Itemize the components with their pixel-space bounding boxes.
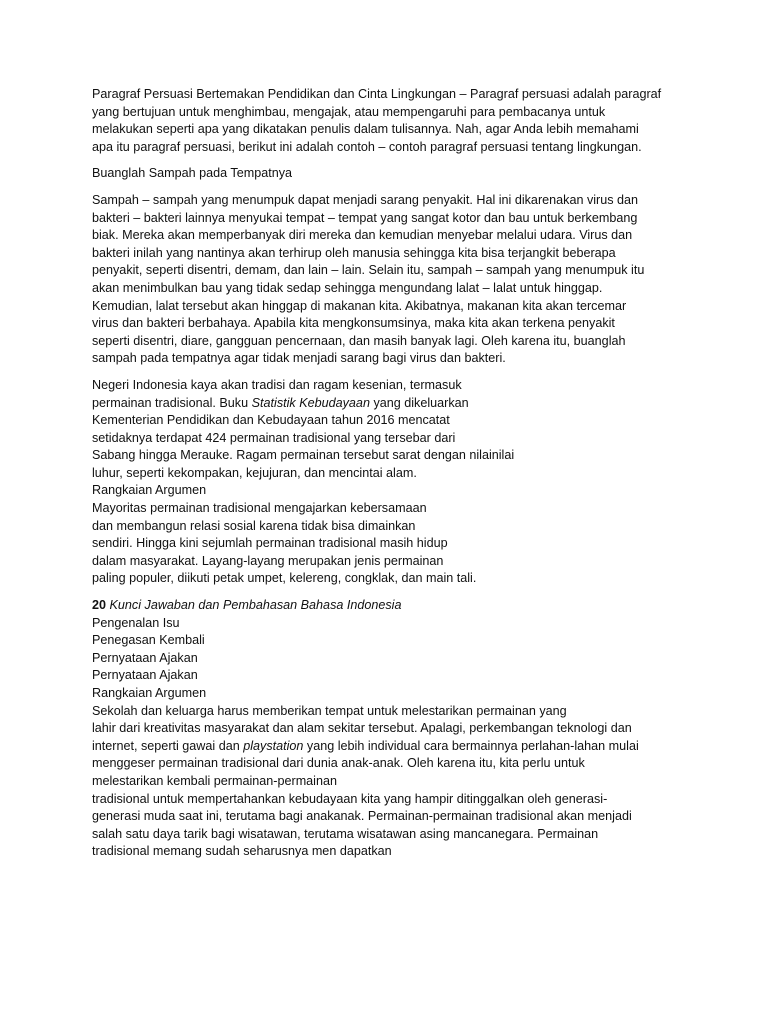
sampah-line: seperti disentri, diare, gangguan pencernaan, dan masih banyak lagi. Oleh karena itu, buanglah [92, 333, 626, 348]
sekolah-line: melestarikan kembali permainan-permainan [92, 773, 337, 788]
sampah-line: penyakit, seperti disentri, demam, dan lain – lain. Selain itu, sampah – sampah yang menumpuk itu [92, 263, 645, 278]
sekolah-line: menggeser permainan tradisional dari dunia anak-anak. Oleh karena itu, kita perlu untuk [92, 756, 585, 771]
sampah-line: bakteri inilah yang nantinya akan terhirup oleh manusia sehingga kita bisa terjangkit beberapa [92, 245, 616, 260]
intro-line: yang bertujuan untuk menghimbau, mengajak, atau mempengaruhi para pembacanya untuk [92, 104, 606, 119]
sampah-line: Kemudian, lalat tersebut akan hinggap di makanan kita. Akibatnya, makanan kita akan tercemar [92, 298, 627, 313]
kunci-item: Pengenalan Isu [92, 615, 180, 630]
kunci-item: Pernyataan Ajakan [92, 650, 198, 665]
section-heading: Buanglah Sampah pada Tempatnya [92, 166, 293, 181]
kunci-item: Pernyataan Ajakan [92, 668, 198, 683]
sekolah-line: generasi muda saat ini, terutama bagi anakanak. Permainan-permainan tradisional akan menjadi [92, 809, 632, 824]
negeri-line: paling populer, diikuti petak umpet, kelereng, congklak, dan main tali. [92, 571, 477, 586]
sampah-line: akan menimbulkan bau yang tidak sedap sehingga mengundang lalat – lalat untuk hinggap. [92, 280, 603, 295]
sampah-line: virus dan bakteri berbahaya. Apabila kita mengkonsumsinya, maka kita akan terkena penyakit [92, 316, 615, 331]
book-header-title: Kunci Jawaban dan Pembahasan Bahasa Indonesia [106, 598, 402, 613]
negeri-line: Negeri Indonesia kaya akan tradisi dan ragam kesenian, termasuk [92, 377, 462, 392]
sekolah-line: lahir dari kreativitas masyarakat dan alam sekitar tersebut. Apalagi, perkembangan teknologi dan [92, 721, 632, 736]
sekolah-line [92, 738, 688, 756]
book-title: Statistik Kebudayaan [251, 395, 370, 410]
negeri-text: yang dikeluarkan [369, 395, 469, 410]
negeri-line: Kementerian Pendidikan dan Kebudayaan tahun 2016 mencatat [92, 413, 450, 428]
kunci-item: Penegasan Kembali [92, 633, 205, 648]
sampah-line: sampah pada tempatnya agar tidak menjadi sarang bagi virus dan bakteri. [92, 351, 506, 366]
negeri-line: Mayoritas permainan tradisional mengajarkan kebersamaan [92, 501, 427, 516]
playstation-term: playstation [243, 738, 304, 753]
sekolah-text: yang lebih individual cara bermainnya perlahan-lahan mulai [303, 738, 639, 753]
kunci-header [92, 597, 688, 615]
negeri-paragraph [92, 377, 688, 588]
sampah-line: bakteri – bakteri lainnya menyukai tempat – tempat yang sangat kotor dan bau untuk berkembang [92, 210, 638, 225]
kunci-item: Rangkaian Argumen [92, 686, 207, 700]
negeri-line: Rangkaian Argumen [92, 483, 207, 498]
sampah-line: biak. Mereka akan memperbanyak diri mereka dan kemudian menyebar melalui udara. Virus dan [92, 228, 633, 243]
negeri-line: luhur, seperti kekompakan, kejujuran, dan mencintai alam. [92, 465, 417, 480]
intro-paragraph [92, 86, 688, 156]
negeri-line [92, 395, 688, 413]
negeri-line: dan membangun relasi sosial karena tidak bisa dimainkan [92, 518, 416, 533]
sampah-paragraph [92, 192, 688, 368]
page-number: 20 [92, 598, 107, 613]
negeri-line: dalam masyarakat. Layang-layang merupakan jenis permainan [92, 553, 444, 568]
sekolah-line: Sekolah dan keluarga harus memberikan tempat untuk melestarikan permainan yang [92, 703, 567, 718]
intro-line: Paragraf Persuasi Bertemakan Pendidikan dan Cinta Lingkungan – Paragraf persuasi adalah paragraf [92, 87, 662, 101]
kunci-section [92, 597, 688, 861]
sekolah-line: tradisional memang sudah seharusnya men dapatkan [92, 844, 392, 859]
sekolah-text: internet, seperti gawai dan [92, 738, 244, 753]
negeri-line: sendiri. Hingga kini sejumlah permainan tradisional masih hidup [92, 536, 448, 551]
negeri-line: setidaknya terdapat 424 permainan tradisional yang tersebar dari [92, 430, 456, 445]
sampah-line: Sampah – sampah yang menumpuk dapat menjadi sarang penyakit. Hal ini dikarenakan virus dan [92, 192, 639, 207]
sekolah-line: salah satu daya tarik bagi wisatawan, terutama wisatawan asing mancanegara. Permainan [92, 826, 599, 841]
negeri-text: permainan tradisional. Buku [92, 395, 252, 410]
sekolah-line: tradisional untuk mempertahankan kebudayaan kita yang hampir ditinggalkan oleh generasi- [92, 791, 608, 806]
intro-line: melakukan seperti apa yang dikatakan penulis dalam tulisannya. Nah, agar Anda lebih memahami [92, 122, 639, 137]
document-page [92, 86, 688, 870]
negeri-line: Sabang hingga Merauke. Ragam permainan tersebut sarat dengan nilainilai [92, 448, 515, 463]
intro-line: apa itu paragraf persuasi, berikut ini adalah contoh – contoh paragraf persuasi tentang lingkungan. [92, 139, 642, 154]
